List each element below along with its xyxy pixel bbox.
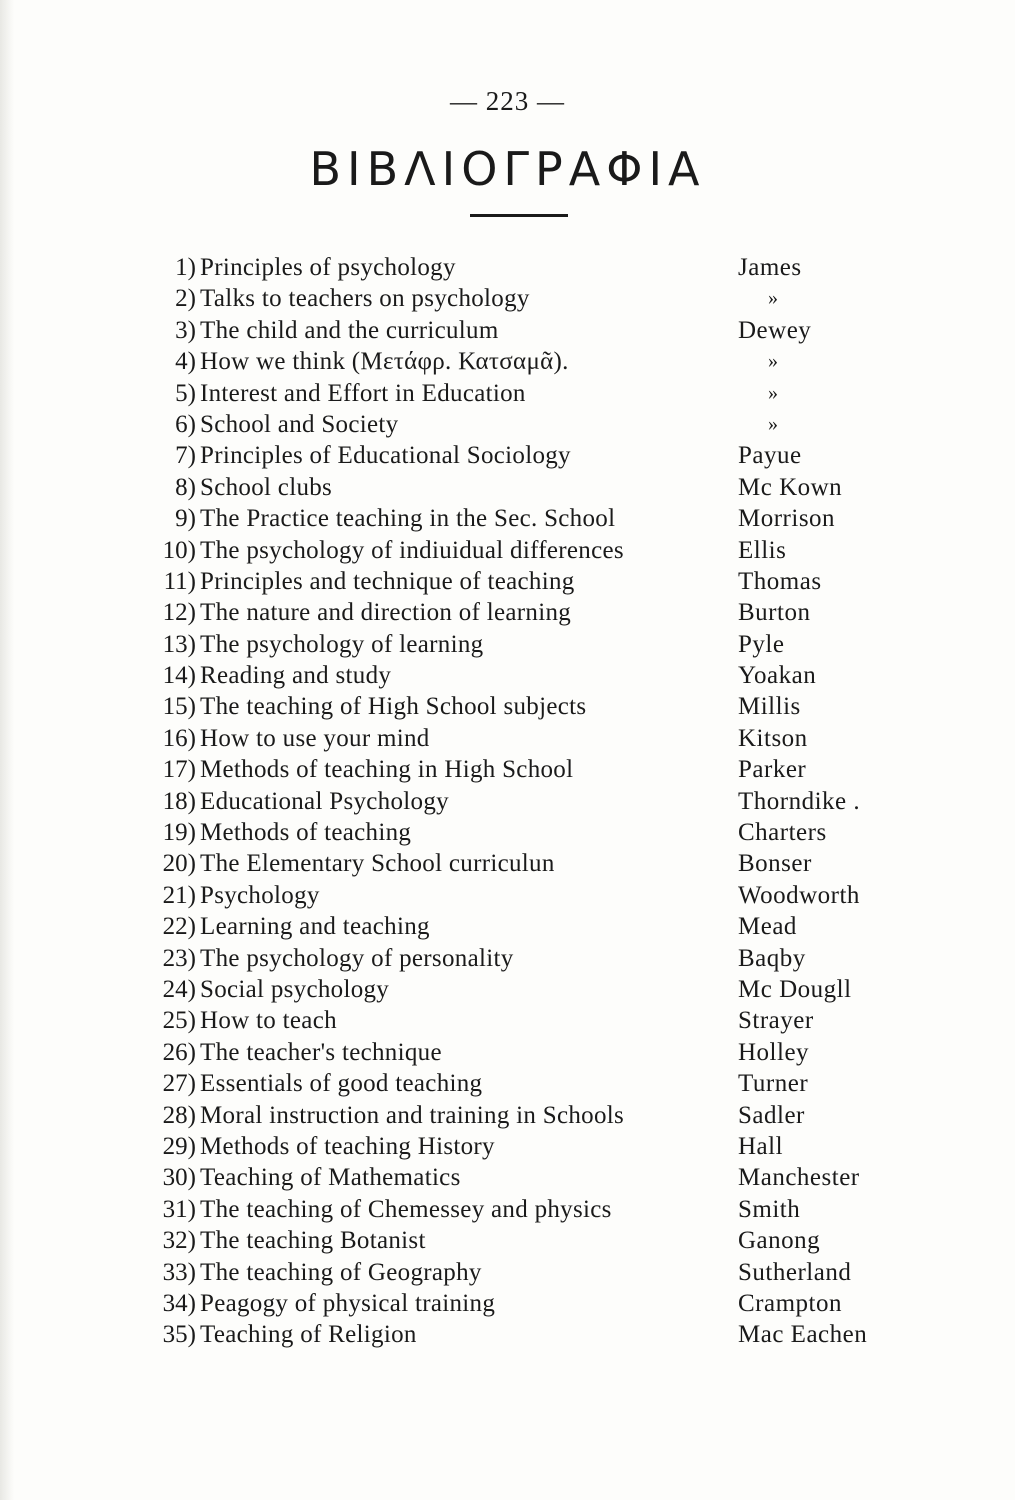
entry-title: The Elementary School curriculun <box>200 850 555 878</box>
entry-author: Smith <box>738 1195 801 1223</box>
page-edge-shadow <box>0 0 14 1500</box>
entry-title: Interest and Effort in Education <box>200 379 526 407</box>
bibliography-entry <box>150 723 910 754</box>
bibliography-entry <box>150 911 910 942</box>
entry-title: The teacher's technique <box>200 1038 442 1066</box>
entry-author: James <box>738 254 802 281</box>
entry-title: Talks to teachers on psychology <box>200 285 530 313</box>
bibliography-entry <box>150 880 910 911</box>
bibliography-entry <box>150 1194 910 1225</box>
entry-title: Essentials of good teaching <box>200 1070 483 1098</box>
entry-author: Sutherland <box>738 1258 852 1286</box>
bibliography-entry <box>150 409 910 440</box>
entry-author: Crampton <box>738 1289 842 1317</box>
entry-title: Educational Psychology <box>200 787 449 815</box>
entry-author: Turner <box>738 1070 809 1098</box>
entry-author: Manchester <box>738 1164 860 1192</box>
entry-number: 9) <box>175 505 196 533</box>
entry-number: 34) <box>162 1289 196 1317</box>
entry-title: School clubs <box>200 473 333 501</box>
bibliography-entry <box>150 786 910 817</box>
entry-number: 6) <box>175 410 196 438</box>
bibliography-list <box>150 252 910 1351</box>
title-underline <box>470 214 568 217</box>
bibliography-entry <box>150 1319 910 1350</box>
entry-author: Ganong <box>738 1227 821 1255</box>
bibliography-entry <box>150 974 910 1005</box>
entry-title: The psychology of personality <box>200 944 514 972</box>
entry-title: The teaching of Geography <box>200 1258 482 1286</box>
entry-title: Peagogy of physical training <box>200 1289 496 1317</box>
entry-author: Holley <box>738 1038 810 1066</box>
entry-number: 1) <box>175 254 196 281</box>
entry-number: 35) <box>162 1321 196 1349</box>
entry-number: 3) <box>175 316 196 344</box>
bibliography-entry <box>150 1005 910 1036</box>
entry-title: Psychology <box>200 881 320 909</box>
entry-title: The Practice teaching in the Sec. School <box>200 505 616 533</box>
entry-title: Teaching of Religion <box>200 1321 417 1349</box>
page-number: — 223 — <box>450 86 565 116</box>
entry-number: 7) <box>175 442 196 470</box>
bibliography-entry <box>150 503 910 534</box>
entry-author: Sadler <box>738 1101 805 1129</box>
bibliography-entry <box>150 535 910 566</box>
entry-number: 2) <box>175 285 196 313</box>
entry-number: 19) <box>162 819 196 847</box>
bibliography-entry <box>150 1257 910 1288</box>
entry-title: How to use your mind <box>200 724 430 752</box>
bibliography-entry <box>150 848 910 879</box>
entry-title: The teaching Botanist <box>200 1227 426 1255</box>
bibliography-entry <box>150 1131 910 1162</box>
entry-number: 20) <box>162 850 196 878</box>
entry-author: Woodworth <box>738 881 860 909</box>
bibliography-entry <box>150 1225 910 1256</box>
bibliography-entry <box>150 472 910 503</box>
entry-title: Methods of teaching in High School <box>200 756 574 784</box>
entry-number: 15) <box>162 693 196 721</box>
entry-title: School and Society <box>200 410 399 438</box>
entry-number: 33) <box>162 1258 196 1286</box>
entry-number: 24) <box>162 975 196 1003</box>
entry-title: The teaching of Chemessey and physics <box>200 1195 612 1223</box>
entry-title: Learning and teaching <box>200 913 430 941</box>
entry-author: Thorndike . <box>738 787 861 815</box>
entry-author: Payue <box>738 442 802 470</box>
entry-number: 17) <box>162 756 196 784</box>
bibliography-entry <box>150 315 910 346</box>
bibliography-entry <box>150 660 910 691</box>
entry-number: 29) <box>162 1132 196 1160</box>
entry-author: Baqby <box>738 944 806 972</box>
entry-number: 21) <box>162 881 196 909</box>
entry-title: The psychology of learning <box>200 630 484 658</box>
bibliography-entry <box>150 754 910 785</box>
entry-number: 27) <box>162 1070 196 1098</box>
entry-author: Charters <box>738 819 827 847</box>
entry-title: Moral instruction and training in Schools <box>200 1101 625 1129</box>
entry-number: 10) <box>162 536 196 564</box>
entry-title: How to teach <box>200 1007 337 1035</box>
bibliography-entry <box>150 346 910 377</box>
bibliography-entry <box>150 691 910 722</box>
entry-number: 23) <box>162 944 196 972</box>
bibliography-entry <box>150 440 910 471</box>
entry-title: Principles of Educational Sociology <box>200 442 571 470</box>
entry-number: 13) <box>162 630 196 658</box>
entry-number: 18) <box>162 787 196 815</box>
entry-number: 12) <box>162 599 196 627</box>
entry-number: 25) <box>162 1007 196 1035</box>
entry-author: Bonser <box>738 850 812 878</box>
entry-number: 22) <box>162 913 196 941</box>
entry-author: Dewey <box>738 316 812 344</box>
entry-author: Kitson <box>738 724 808 752</box>
entry-number: 28) <box>162 1101 196 1129</box>
entry-author: Mead <box>738 913 797 941</box>
entry-author: Mc Kown <box>738 473 843 501</box>
page-title: ΒΙΒΛΙΟΓΡΑΦΙΑ <box>309 142 706 196</box>
entry-author: Yoakan <box>738 662 817 690</box>
bibliography-entry <box>150 378 910 409</box>
entry-number: 16) <box>162 724 196 752</box>
ditto-mark: » <box>768 381 779 404</box>
entry-author: Mac Eachen <box>738 1321 868 1349</box>
entry-title: Methods of teaching <box>200 819 412 847</box>
entry-title: The child and the curriculum <box>200 316 499 344</box>
entry-title: Reading and study <box>200 662 392 690</box>
entry-author: Mc Dougll <box>738 975 852 1003</box>
entry-title: Social psychology <box>200 975 390 1003</box>
entry-number: 4) <box>175 348 196 376</box>
bibliography-entry <box>150 1162 910 1193</box>
bibliography-entry <box>150 943 910 974</box>
entry-author: Parker <box>738 756 807 784</box>
entry-author: Strayer <box>738 1007 814 1035</box>
entry-title: Principles and technique of teaching <box>200 567 575 595</box>
bibliography-entry <box>150 252 910 283</box>
entry-number: 8) <box>175 473 196 501</box>
bibliography-entry <box>150 1068 910 1099</box>
entry-author: Pyle <box>738 630 785 658</box>
entry-number: 32) <box>162 1227 196 1255</box>
entry-author: Morrison <box>738 505 836 533</box>
entry-author: Hall <box>738 1132 784 1160</box>
entry-number: 5) <box>175 379 196 407</box>
bibliography-entry <box>150 283 910 314</box>
entry-number: 26) <box>162 1038 196 1066</box>
bibliography-entry <box>150 1037 910 1068</box>
entry-number: 11) <box>163 567 196 595</box>
bibliography-entry <box>150 566 910 597</box>
bibliography-entry <box>150 1100 910 1131</box>
bibliography-entry <box>150 1288 910 1319</box>
bibliography-entry <box>150 817 910 848</box>
entry-author: Ellis <box>738 536 787 564</box>
entry-number: 30) <box>162 1164 196 1192</box>
bibliography-entry <box>150 629 910 660</box>
ditto-mark: » <box>768 287 779 310</box>
entry-author: Thomas <box>738 567 822 595</box>
entry-title: Teaching of Mathematics <box>200 1164 461 1192</box>
entry-title: The psychology of indiuidual differences <box>200 536 624 564</box>
entry-author: Millis <box>738 693 801 721</box>
entry-title: How we think (Μετάφρ. Κατσαμᾶ). <box>200 348 569 376</box>
entry-title: Principles of psychology <box>200 254 456 281</box>
ditto-mark: » <box>768 350 779 373</box>
entry-title: The nature and direction of learning <box>200 599 572 627</box>
bibliography-entry <box>150 597 910 628</box>
ditto-mark: » <box>768 412 779 435</box>
entry-title: Methods of teaching History <box>200 1132 495 1160</box>
entry-author: Burton <box>738 599 811 627</box>
entry-title: The teaching of High School subjects <box>200 693 587 721</box>
entry-number: 14) <box>162 662 196 690</box>
entry-number: 31) <box>162 1195 196 1223</box>
